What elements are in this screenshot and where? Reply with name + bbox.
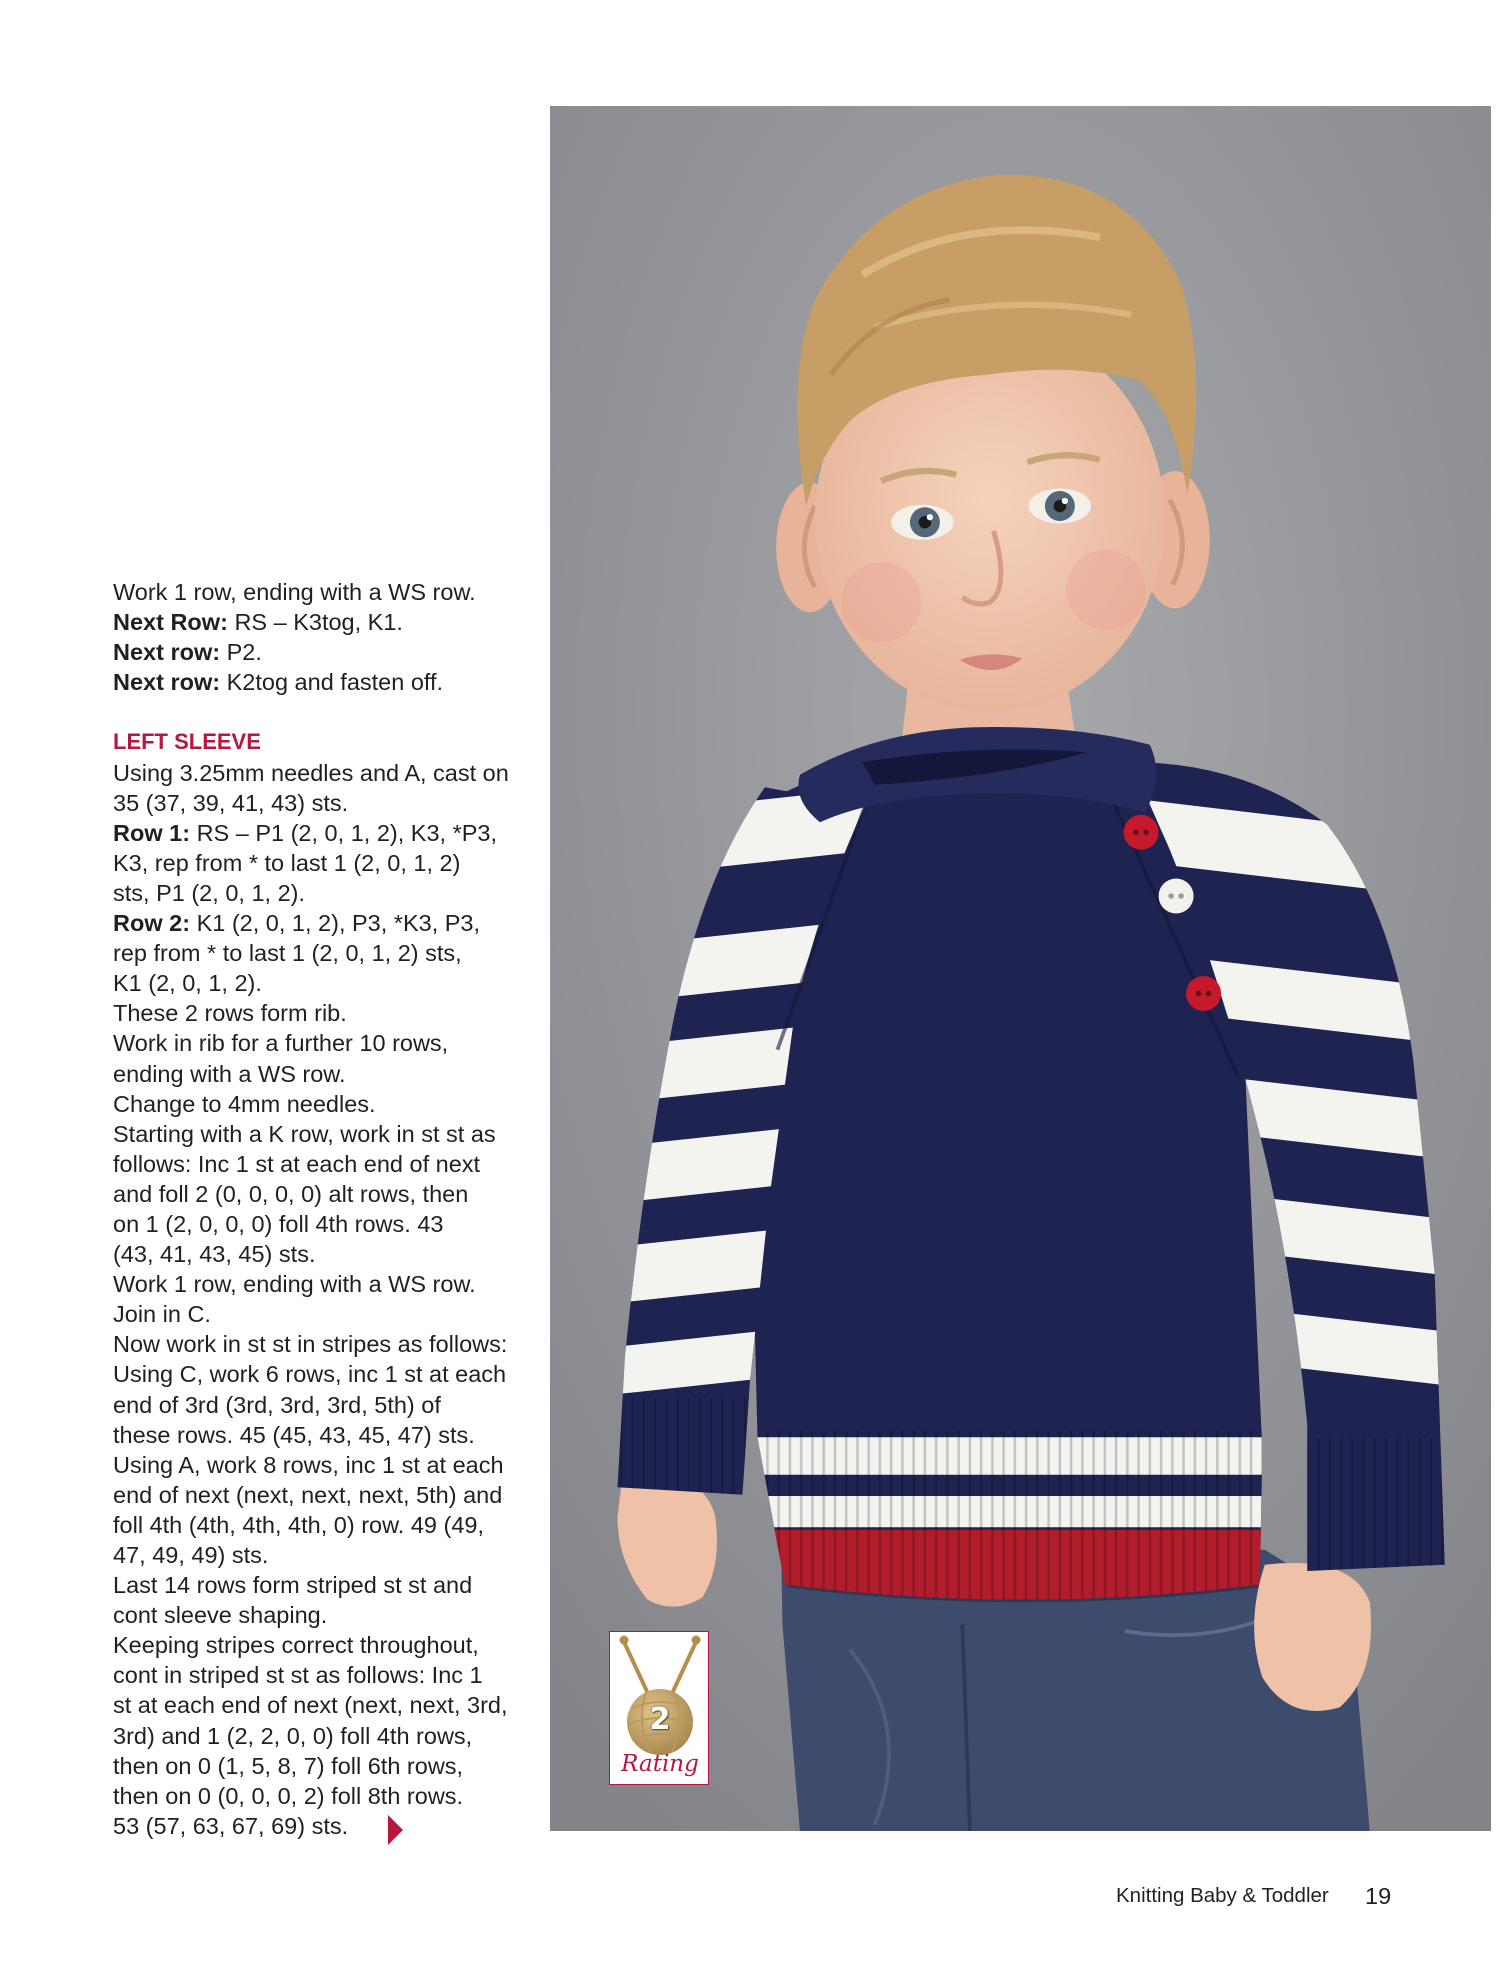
instruction-line <box>113 938 543 968</box>
publication-name: Knitting Baby & Toddler <box>1116 1884 1329 1907</box>
line-text: cont in striped st st as follows: Inc 1 <box>113 1662 483 1689</box>
instruction-line <box>113 1570 543 1600</box>
instruction-line <box>113 577 543 607</box>
instruction-line <box>113 1450 543 1480</box>
line-text: RS – K3tog, K1. <box>234 609 403 636</box>
line-text: K3, rep from * to last 1 (2, 0, 1, 2) <box>113 849 461 876</box>
line-text: Using A, work 8 rows, inc 1 st at each <box>113 1451 504 1478</box>
instruction-line <box>113 637 543 667</box>
page-number: 19 <box>1365 1883 1392 1909</box>
line-text: sts, P1 (2, 0, 1, 2). <box>113 879 305 906</box>
line-text: foll 4th (4th, 4th, 4th, 0) row. 49 (49, <box>113 1511 484 1538</box>
line-text: ending with a WS row. <box>113 1060 346 1087</box>
instruction-line <box>113 1600 543 1630</box>
line-text: K1 (2, 0, 1, 2). <box>113 970 262 997</box>
line-text: RS – P1 (2, 0, 1, 2), K3, *P3, <box>196 819 497 846</box>
instruction-line <box>113 1179 543 1209</box>
instruction-line <box>113 1269 543 1299</box>
line-text: end of next (next, next, next, 5th) and <box>113 1481 503 1508</box>
instruction-line <box>113 1420 543 1450</box>
line-text: and foll 2 (0, 0, 0, 0) alt rows, then <box>113 1180 469 1207</box>
instruction-line <box>113 1721 543 1751</box>
photo-child-in-striped-sweater <box>550 106 1491 1831</box>
line-text: K2tog and fasten off. <box>226 669 444 696</box>
instruction-line <box>113 1359 543 1389</box>
instruction-line <box>113 1089 543 1119</box>
instruction-line <box>113 1510 543 1540</box>
instruction-line <box>113 968 543 998</box>
line-text: Starting with a K row, work in st st as <box>113 1120 496 1147</box>
row-label: Row 1: <box>113 819 191 846</box>
line-text: then on 0 (0, 0, 0, 2) foll 8th rows. <box>113 1782 464 1809</box>
instructions-column <box>113 577 543 1841</box>
instruction-line <box>113 1059 543 1089</box>
instruction-line <box>113 1299 543 1329</box>
line-text: Now work in st st in stripes as follows: <box>113 1331 508 1358</box>
line-text: 53 (57, 63, 67, 69) sts. <box>113 1812 349 1839</box>
row-label: Next row: <box>113 669 221 696</box>
line-text: 35 (37, 39, 41, 43) sts. <box>113 789 349 816</box>
line-text: rep from * to last 1 (2, 0, 1, 2) sts, <box>113 940 462 967</box>
line-text: cont sleeve shaping. <box>113 1602 328 1629</box>
line-text: K1 (2, 0, 1, 2), P3, *K3, P3, <box>196 910 481 937</box>
instruction-line <box>113 1028 543 1058</box>
row-label: Next Row: <box>113 609 228 636</box>
instruction-line <box>113 788 543 818</box>
instruction-line <box>113 1480 543 1510</box>
line-text: Work 1 row, ending with a WS row. <box>113 579 476 605</box>
instruction-line <box>113 1390 543 1420</box>
instruction-line <box>113 848 543 878</box>
instruction-line <box>113 1209 543 1239</box>
section-heading-left-sleeve: LEFT SLEEVE <box>113 729 261 755</box>
instruction-line <box>113 1660 543 1690</box>
instruction-line <box>113 1119 543 1149</box>
instruction-line <box>113 878 543 908</box>
line-text: Work 1 row, ending with a WS row. <box>113 1271 476 1298</box>
instruction-line <box>113 1329 543 1359</box>
row-label: Next row: <box>113 639 221 666</box>
instruction-line <box>113 607 543 637</box>
line-text: 47, 49, 49) sts. <box>113 1542 269 1568</box>
line-text: Work in rib for a further 10 rows, <box>113 1030 449 1057</box>
line-text: Join in C. <box>113 1301 211 1328</box>
instruction-line <box>113 1239 543 1269</box>
rating-label: Rating <box>621 1751 699 1777</box>
instruction-line <box>113 1781 543 1811</box>
line-text: follows: Inc 1 st at each end of next <box>113 1150 481 1177</box>
line-text: P2. <box>226 639 262 666</box>
instruction-line <box>113 1751 543 1781</box>
continue-arrow-icon <box>388 1815 403 1845</box>
line-text: Keeping stripes correct throughout, <box>113 1632 479 1659</box>
instruction-line <box>113 1630 543 1660</box>
line-text: Using C, work 6 rows, inc 1 st at each <box>113 1361 507 1388</box>
line-text: These 2 rows form rib. <box>113 1000 347 1027</box>
section-spacer <box>113 697 543 727</box>
line-text: Last 14 rows form striped st st and <box>113 1572 473 1599</box>
line-text: then on 0 (1, 5, 8, 7) foll 6th rows, <box>113 1752 464 1779</box>
instruction-line <box>113 818 543 848</box>
instruction-line <box>113 1690 543 1720</box>
line-text: 3rd) and 1 (2, 2, 0, 0) foll 4th rows, <box>113 1722 473 1749</box>
rating-value: 2 <box>649 1702 671 1737</box>
instruction-line <box>113 908 543 938</box>
line-text: these rows. 45 (45, 43, 45, 47) sts. <box>113 1421 475 1448</box>
line-text: end of 3rd (3rd, 3rd, 3rd, 5th) of <box>113 1391 441 1418</box>
line-text: st at each end of next (next, next, 3rd, <box>113 1692 508 1719</box>
instruction-line <box>113 758 543 788</box>
line-text: (43, 41, 43, 45) sts. <box>113 1241 316 1268</box>
instruction-line <box>113 667 543 697</box>
instruction-line <box>113 998 543 1028</box>
rating-badge <box>609 1631 709 1785</box>
instruction-line <box>113 1811 543 1841</box>
instruction-line <box>113 1149 543 1179</box>
line-text: Change to 4mm needles. <box>113 1090 376 1117</box>
line-text: on 1 (2, 0, 0, 0) foll 4th rows. 43 <box>113 1210 444 1237</box>
line-text: Using 3.25mm needles and A, cast on <box>113 759 509 786</box>
row-label: Row 2: <box>113 910 191 937</box>
instruction-line <box>113 1540 543 1570</box>
